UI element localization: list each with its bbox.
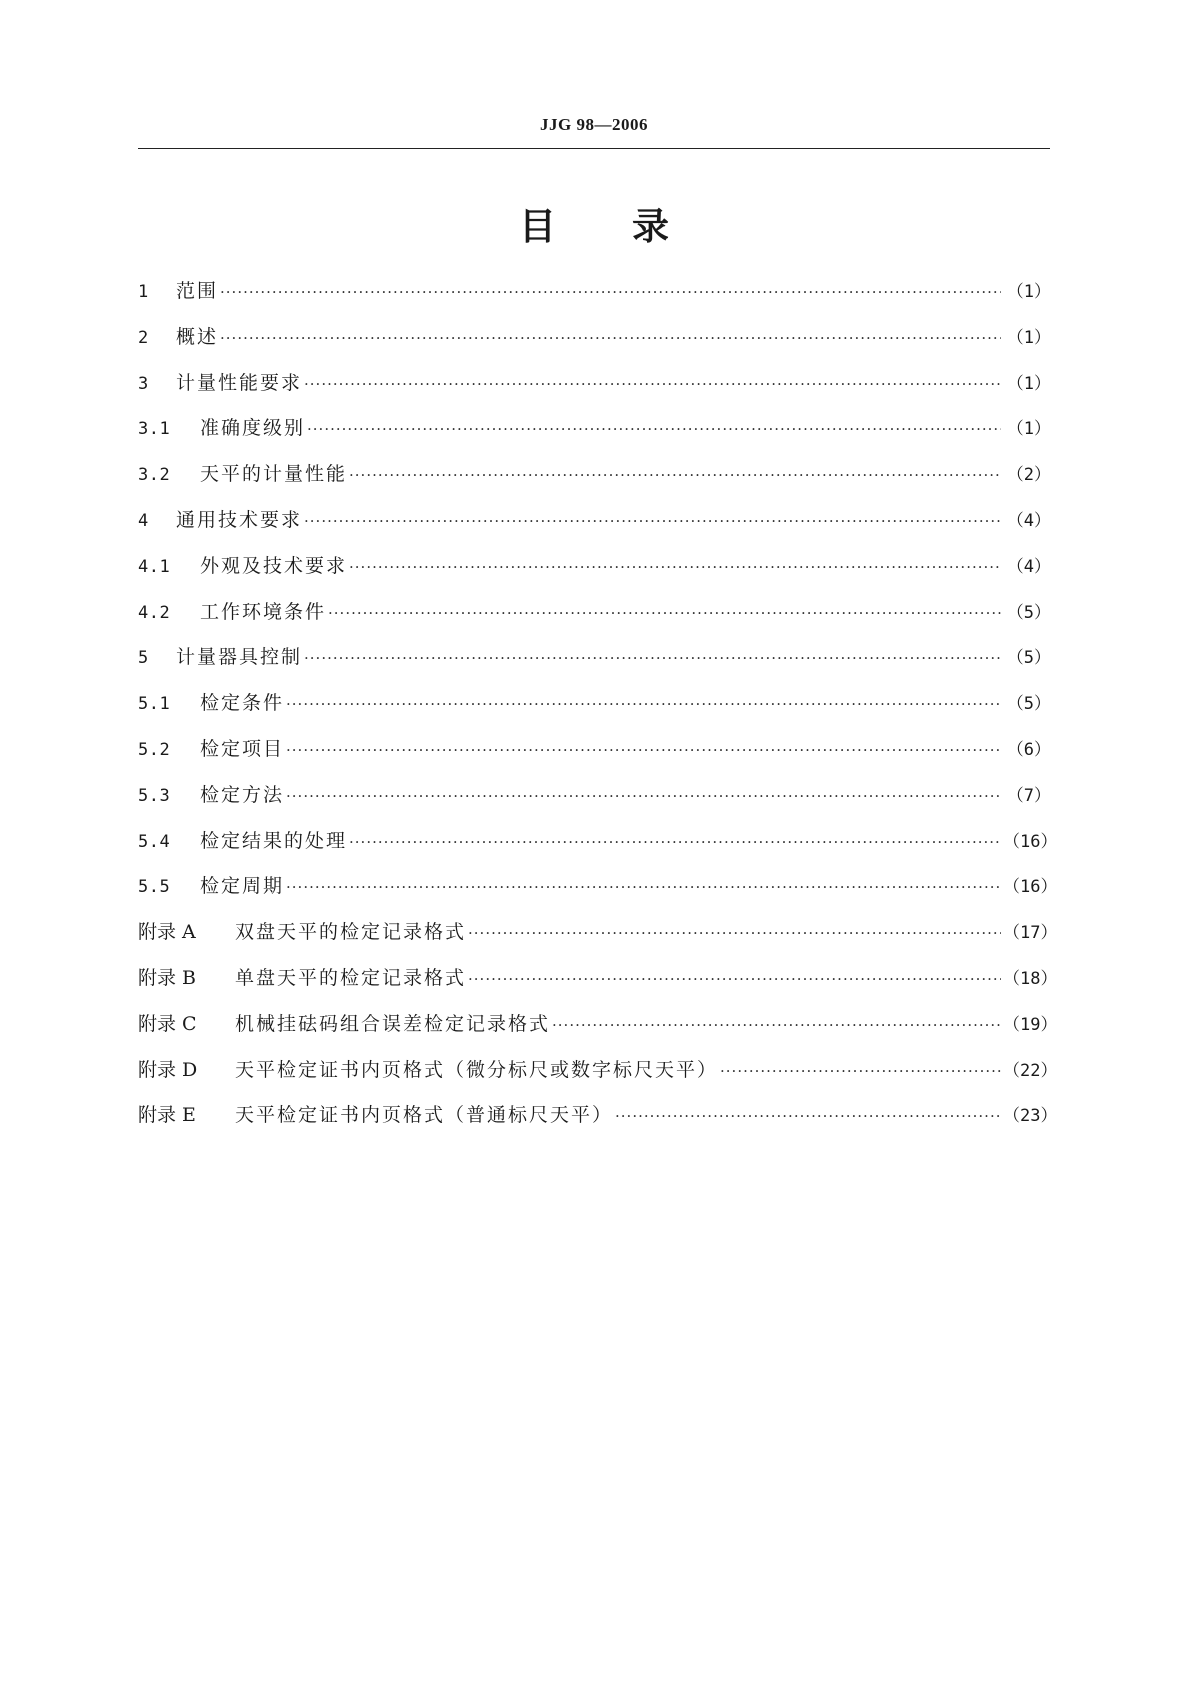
toc-leader-dots — [286, 691, 1001, 717]
toc-title: 检定项目 — [200, 737, 285, 760]
toc-entry-5-3[interactable] — [138, 782, 1051, 828]
toc-page-number: （7） — [1006, 785, 1051, 806]
toc-title: 计量器具控制 — [176, 646, 303, 669]
toc-number: 5.2 — [138, 739, 171, 760]
toc-page-number: （1） — [1006, 373, 1051, 394]
toc-number: 5.3 — [138, 785, 171, 806]
toc-title: 工作环境条件 — [200, 600, 327, 623]
toc-entry-1[interactable] — [138, 278, 1051, 324]
toc-title: 外观及技术要求 — [200, 554, 348, 577]
toc-page-number: （1） — [1006, 327, 1051, 348]
toc-appendix-label: 附录 B — [138, 966, 197, 989]
toc-page-number: （16） — [1003, 877, 1058, 898]
toc-entry-appendix-c[interactable] — [138, 1011, 1058, 1057]
toc-page-number: （2） — [1006, 465, 1051, 486]
toc-number: 4.1 — [138, 556, 171, 577]
toc-title: 天平检定证书内页格式（微分标尺或数字标尺天平） — [235, 1058, 719, 1081]
toc-entry-3-2[interactable] — [138, 461, 1051, 507]
toc-leader-dots — [328, 600, 1001, 626]
toc-title: 计量性能要求 — [176, 371, 303, 394]
toc-entry-3[interactable] — [138, 370, 1051, 416]
toc-number: 3.2 — [138, 465, 171, 486]
toc-page-number: （1） — [1006, 282, 1051, 302]
toc-page-number: （5） — [1006, 602, 1051, 623]
toc-entry-5-4[interactable] — [138, 828, 1058, 874]
toc-entry-3-1[interactable] — [138, 415, 1051, 461]
toc-page-number: （22） — [1003, 1060, 1058, 1081]
toc-leader-dots — [552, 1012, 1001, 1038]
toc-entry-2[interactable] — [138, 324, 1051, 370]
toc-title: 检定结果的处理 — [200, 829, 348, 852]
toc-number: 3.1 — [138, 419, 171, 440]
toc-leader-dots — [349, 462, 1001, 488]
toc-entry-5-2[interactable] — [138, 736, 1051, 782]
toc-leader-dots — [220, 279, 1001, 305]
toc-leader-dots — [220, 325, 1001, 351]
toc-entry-4-2[interactable] — [138, 599, 1051, 645]
toc-number: 5.5 — [138, 877, 171, 898]
toc-number: 5 — [138, 648, 149, 669]
toc-number: 2 — [138, 327, 149, 348]
toc-leader-dots — [349, 829, 1001, 855]
toc-entry-appendix-a[interactable] — [138, 919, 1058, 965]
toc-leader-dots — [615, 1103, 1001, 1129]
toc-title: 通用技术要求 — [176, 508, 303, 531]
toc-leader-dots — [304, 371, 1001, 397]
toc-appendix-label: 附录 A — [138, 921, 196, 944]
toc-title: 双盘天平的检定记录格式 — [235, 921, 467, 944]
toc-title: 天平的计量性能 — [200, 463, 348, 486]
toc-appendix-label: 附录 E — [138, 1104, 196, 1127]
toc-title: 检定方法 — [200, 783, 285, 806]
toc-leader-dots — [349, 554, 1001, 580]
toc-appendix-label: 附录 D — [138, 1058, 198, 1081]
toc-number: 4 — [138, 510, 149, 531]
toc-title: 检定周期 — [200, 875, 285, 898]
toc-title: 天平检定证书内页格式（普通标尺天平） — [235, 1104, 614, 1127]
toc-number: 1 — [138, 282, 149, 302]
toc-page-number: （4） — [1006, 510, 1051, 531]
toc-title: 单盘天平的检定记录格式 — [235, 966, 467, 989]
toc-page-number: （17） — [1003, 923, 1058, 944]
toc-entry-5-1[interactable] — [138, 690, 1051, 736]
toc-leader-dots — [307, 416, 1001, 442]
toc-page-number: （5） — [1006, 648, 1051, 669]
toc-title: 概述 — [176, 325, 219, 348]
table-of-contents — [138, 278, 1058, 1148]
toc-page-number: （4） — [1006, 556, 1051, 577]
toc-number: 5.1 — [138, 694, 171, 715]
toc-leader-dots — [286, 783, 1001, 809]
toc-entry-4-1[interactable] — [138, 553, 1051, 599]
header-rule — [138, 148, 1050, 149]
toc-page-number: （1） — [1006, 419, 1051, 440]
toc-leader-dots — [286, 874, 1001, 900]
toc-entry-appendix-d[interactable] — [138, 1057, 1058, 1103]
toc-leader-dots — [304, 645, 1001, 671]
toc-page-number: （5） — [1006, 694, 1051, 715]
toc-title: 检定条件 — [200, 692, 285, 715]
standard-code-header: JJG 98—2006 — [540, 115, 648, 134]
toc-page-number: （19） — [1003, 1014, 1058, 1035]
toc-entry-4[interactable] — [138, 507, 1051, 553]
page-title: 目录 — [519, 205, 745, 248]
toc-appendix-label: 附录 C — [138, 1012, 197, 1035]
toc-leader-dots — [468, 966, 1001, 992]
toc-page-number: （16） — [1003, 831, 1058, 852]
toc-number: 3 — [138, 373, 149, 394]
toc-title: 准确度级别 — [200, 417, 306, 440]
toc-entry-5[interactable] — [138, 644, 1051, 690]
toc-page-number: （6） — [1006, 739, 1051, 760]
toc-page-number: （18） — [1003, 968, 1058, 989]
toc-number: 5.4 — [138, 831, 171, 852]
toc-page-number: （23） — [1003, 1106, 1058, 1127]
toc-entry-appendix-e[interactable] — [138, 1102, 1058, 1148]
toc-entry-appendix-b[interactable] — [138, 965, 1058, 1011]
toc-leader-dots — [720, 1058, 1001, 1084]
toc-leader-dots — [304, 508, 1001, 534]
toc-entry-5-5[interactable] — [138, 873, 1058, 919]
toc-title: 机械挂砝码组合误差检定记录格式 — [235, 1012, 551, 1035]
toc-leader-dots — [468, 920, 1001, 946]
toc-leader-dots — [286, 737, 1001, 763]
toc-title: 范围 — [176, 280, 219, 302]
toc-number: 4.2 — [138, 602, 171, 623]
